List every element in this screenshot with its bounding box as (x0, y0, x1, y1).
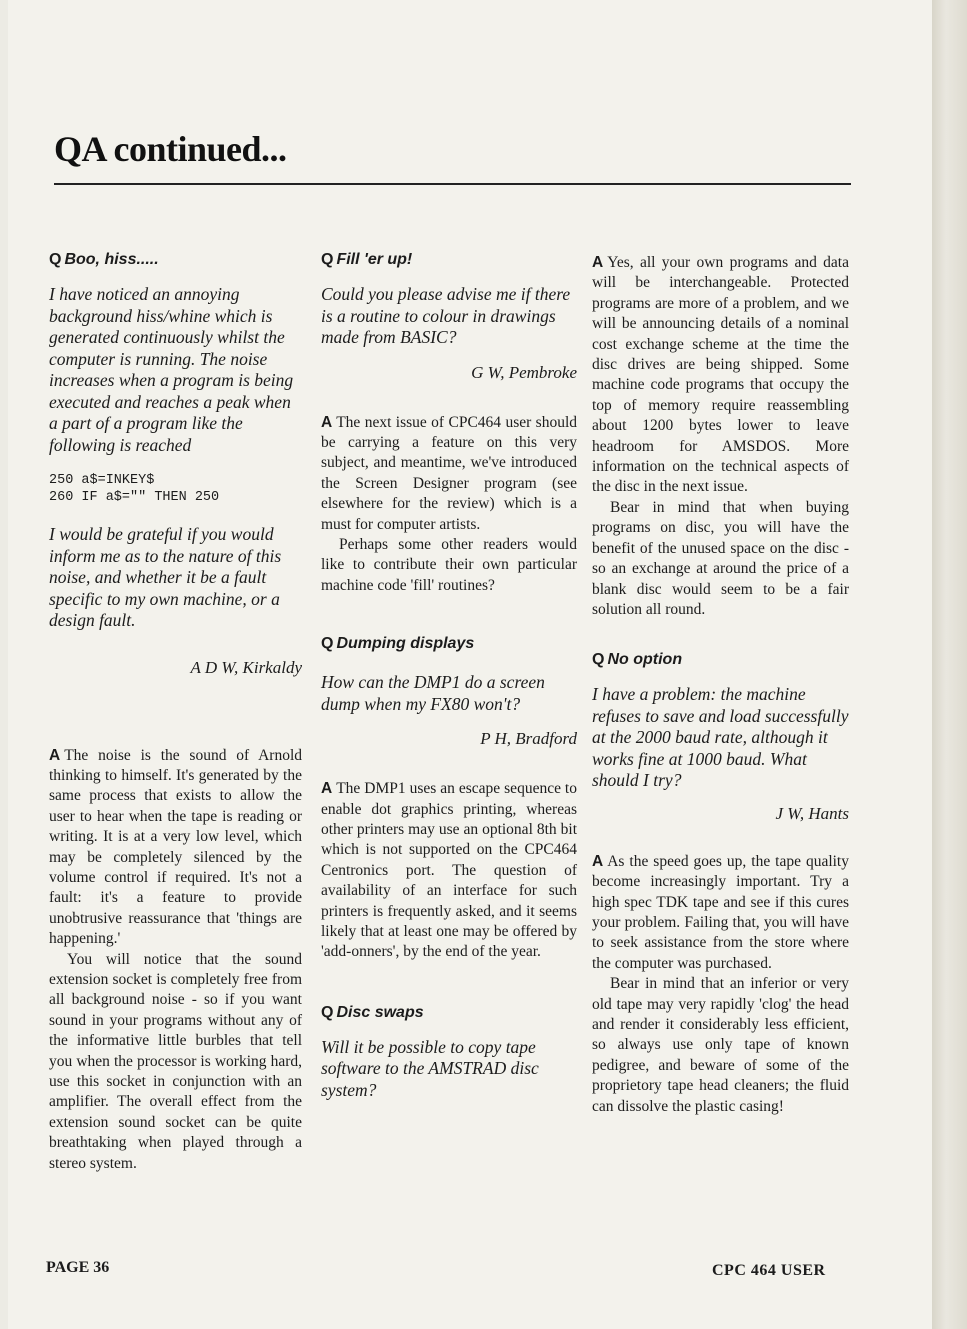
a-marker: A (592, 852, 604, 870)
answer-text: Yes, all your own programs and data will be interchangeable. Protected programs are more of a problem, and we will be announcing details of a nominal cost exchange scheme at the time the disc drives are being shipped. Some machine code programs that occupy the top of memory require reassembling about 1200 bytes lower to leave headroom for AMSDOS. More information on the technical aspects of the disc in the next issue. (592, 254, 849, 496)
title-rule (54, 183, 851, 185)
reader-signature: P H, Bradford (480, 729, 577, 749)
a-marker: A (321, 413, 333, 431)
answer-text: The DMP1 uses an escape sequence to enable dot graphics printing, whereas other printers may use an optional 8th bit which is not supported on the CPC464 Centronics port. The question of availability of an interface for such printers is frequently asked, and it seems likely that at least one may be offered by 'add-onners', by the end of the year. (321, 780, 577, 961)
page-title: QA continued... (54, 129, 287, 169)
answer-paragraph (49, 746, 302, 950)
answer-text: The noise is the sound of Arnold thinking to himself. It's generated by the same process that exists to allow the user to hear when the tape is reading or writing. It is at a very low level, which may be completely silenced by the volume control if required. It's not a fault: it's a feature to provide unobtrusive reassurance that 'things are happening.' (49, 746, 302, 948)
answer-paragraph: Perhaps some other readers would like to contribute their own particular machine code 'fill' routines? (321, 535, 577, 594)
reader-signature: A D W, Kirkaldy (190, 657, 302, 677)
question-text-continued: I would be grateful if you would inform me as to the nature of this noise, and whether it be a fault specific to my own machine, or a design fault. (49, 524, 282, 630)
heading-text: Fill 'er up! (336, 251, 413, 268)
magazine-name: CPC 464 USER (712, 1262, 826, 1279)
question-heading-boo-hiss (49, 250, 302, 270)
question-heading-dumping (321, 634, 577, 654)
q-marker: Q (321, 251, 334, 268)
answer-paragraph: Bear in mind that an inferior or very old tape may very rapidly 'clog' the head and render it considerably less efficient, so always use only tape of known pedigree, and beware of some of the proprietory tape head cleaners; the fluid can dissolve the plastic casing! (592, 975, 849, 1115)
next-page-edge (932, 0, 967, 1329)
question-text: I have noticed an annoying background hiss/whine which is generated continuously whilst the computer is running. The noise increases when a program is being executed and reaches a peak when a part of a program like the following is reached (49, 284, 294, 455)
answer-paragraph (321, 779, 577, 963)
q-marker: Q (321, 635, 334, 653)
answer-paragraph (592, 253, 849, 498)
q-marker: Q (592, 651, 605, 669)
heading-text: Boo, hiss..... (64, 251, 159, 268)
q-marker: Q (49, 251, 62, 268)
column-3 (592, 253, 849, 1117)
page-number: PAGE 36 (46, 1259, 110, 1276)
basic-code-listing: 250 a$=INKEY$ 260 IF a$="" THEN 250 (49, 473, 220, 505)
question-text: I have a problem: the machine refuses to save and load successfully at the 2000 baud rate, although it works fine at 1000 baud. What should I try? (592, 684, 849, 791)
reader-signature: J W, Hants (775, 803, 849, 823)
column-2 (321, 250, 577, 1113)
answer-text: The next issue of CPC464 user should be carrying a feature on this very subject, and meantime, we've introduced the Screen Designer program (see elsewhere for the review) which is a must for computer artists. (321, 413, 577, 533)
reader-signature: G W, Pembroke (471, 362, 577, 382)
question-text: Will it be possible to copy tape software to the AMSTRAD disc system? (321, 1036, 539, 1100)
answer-paragraph: You will notice that the sound extension socket is completely free from all background noise - so if you want sound in your programs without any of the informative little burbles that tell you when the processor is working hard, use this socket in conjunction with an amplifier. The overall effect from the extension sound socket can be quite breathtaking when played through a stereo system. (49, 950, 302, 1172)
question-text: Could you please advise me if there is a routine to colour in drawings made from BASIC? (321, 284, 571, 347)
a-marker: A (592, 254, 604, 271)
answer-paragraph: Bear in mind that when buying programs on disc, you will have the benefit of the unused space on the disc - so an exchange at around the price of a blank disc would seem to be a fair solution all round. (592, 498, 849, 618)
heading-text: Dumping displays (336, 635, 475, 653)
question-heading-no-option (592, 650, 849, 670)
question-heading-disc-swaps (321, 1003, 577, 1023)
heading-text: Disc swaps (336, 1003, 424, 1021)
a-marker: A (49, 746, 61, 764)
answer-paragraph (592, 852, 849, 974)
question-heading-fill (321, 250, 577, 270)
answer-text: As the speed goes up, the tape quality become increasingly important. Try a high spec TDK tape and see if this cures your problem. Failing that, you will have to seek assistance from the store where the computer was purchased. (592, 852, 849, 972)
q-marker: Q (321, 1003, 334, 1021)
heading-text: No option (607, 651, 683, 669)
question-text: How can the DMP1 do a screen dump when my FX80 won't? (321, 672, 545, 714)
column-1 (49, 250, 302, 1174)
a-marker: A (321, 780, 333, 798)
answer-paragraph (321, 413, 577, 535)
